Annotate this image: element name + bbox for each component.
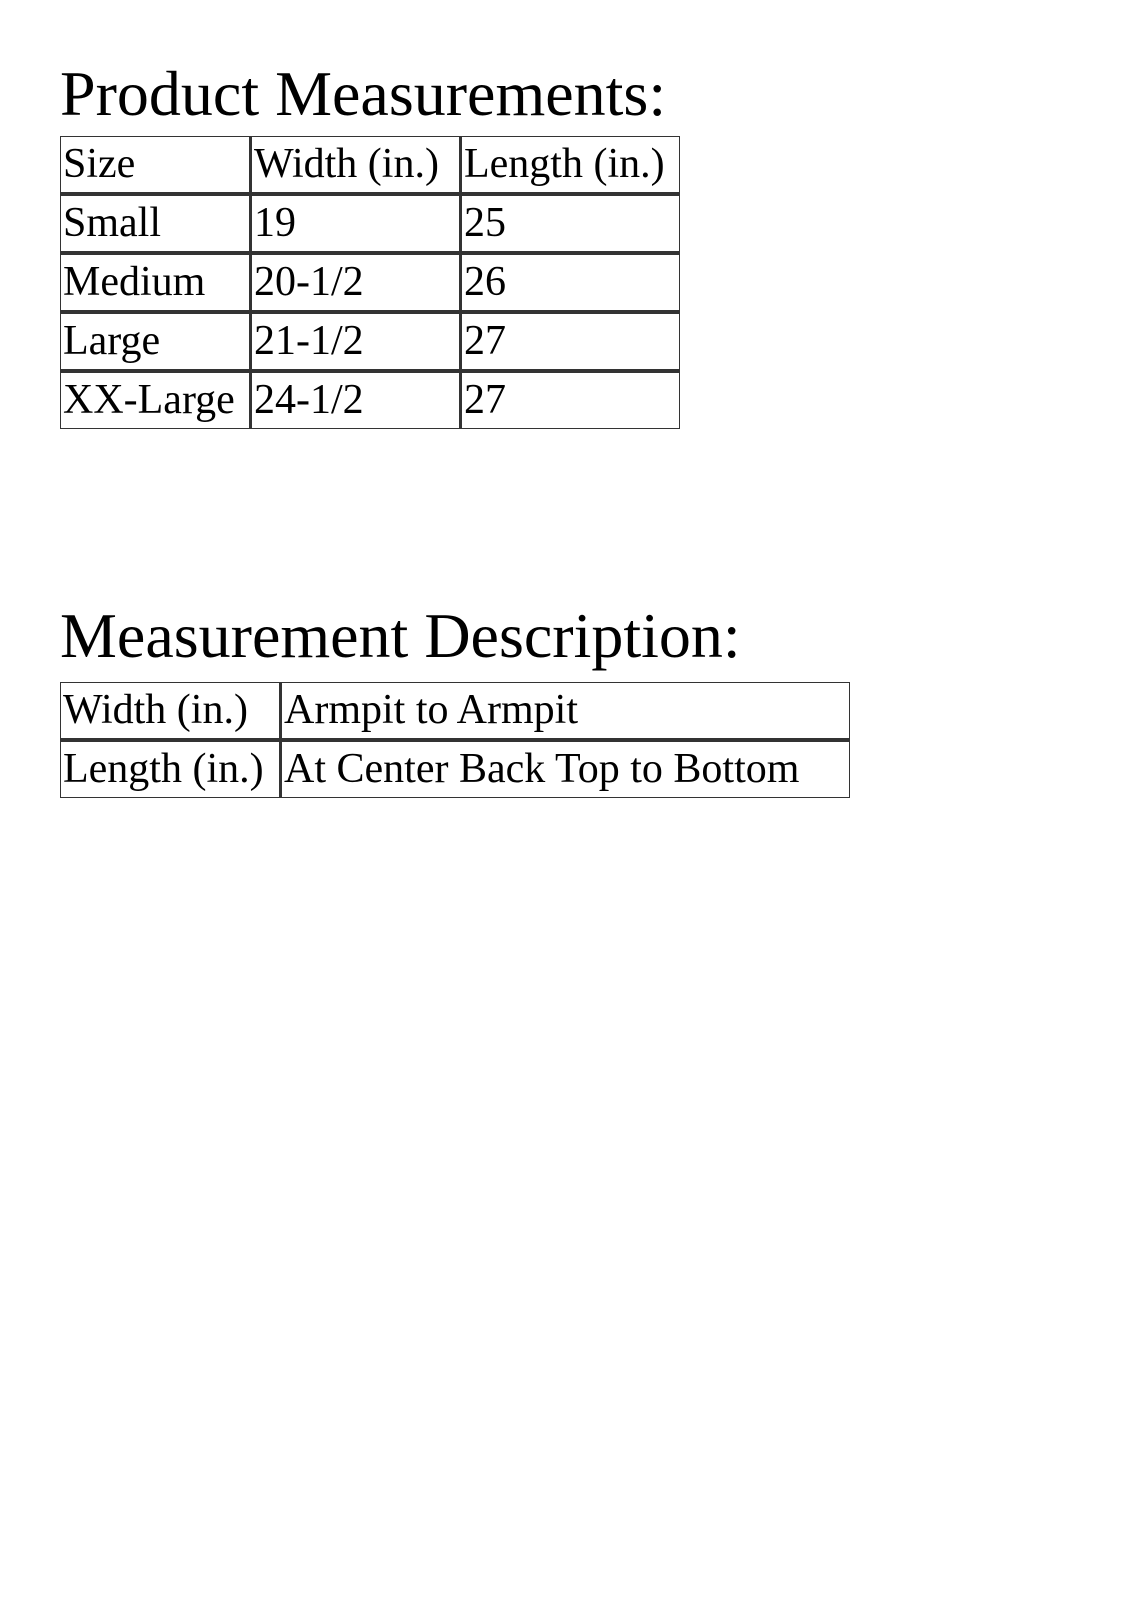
- description-cell: At Center Back Top to Bottom: [280, 739, 850, 798]
- measurement-description-heading: Measurement Description:: [60, 600, 741, 671]
- header-width: Width (in.): [250, 136, 460, 193]
- measure-cell: Length (in.): [60, 739, 280, 798]
- table-row: [60, 739, 850, 798]
- measure-cell: Width (in.): [60, 682, 280, 739]
- size-cell: Small: [60, 193, 250, 252]
- table-row: [60, 193, 680, 252]
- width-cell: 20-1/2: [250, 252, 460, 311]
- description-table: [60, 682, 850, 798]
- width-cell: 21-1/2: [250, 311, 460, 370]
- table-row: [60, 682, 850, 739]
- size-table: [60, 136, 680, 429]
- description-cell: Armpit to Armpit: [280, 682, 850, 739]
- table-header-row: [60, 136, 680, 193]
- size-cell: Large: [60, 311, 250, 370]
- width-cell: 19: [250, 193, 460, 252]
- width-cell: 24-1/2: [250, 370, 460, 429]
- length-cell: 27: [460, 311, 680, 370]
- header-length: Length (in.): [460, 136, 680, 193]
- length-cell: 27: [460, 370, 680, 429]
- size-cell: Medium: [60, 252, 250, 311]
- table-row: [60, 370, 680, 429]
- size-cell: XX-Large: [60, 370, 250, 429]
- length-cell: 25: [460, 193, 680, 252]
- product-measurements-heading: Product Measurements:: [60, 58, 667, 129]
- header-size: Size: [60, 136, 250, 193]
- length-cell: 26: [460, 252, 680, 311]
- table-row: [60, 311, 680, 370]
- table-row: [60, 252, 680, 311]
